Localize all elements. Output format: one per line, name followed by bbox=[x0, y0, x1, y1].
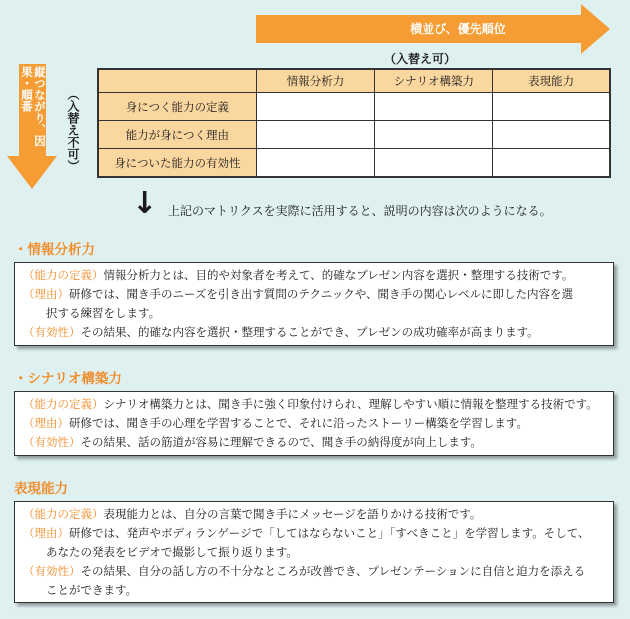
matrix-header-row bbox=[98, 69, 610, 93]
matrix-cell bbox=[493, 93, 610, 121]
matrix-cell bbox=[493, 121, 610, 149]
item-text: 研修では、聞き手の心理を学習することで、それに沿ったストーリー構築を学習します。 bbox=[69, 416, 528, 430]
vertical-causality-arrow bbox=[7, 64, 57, 190]
item-text: その結果、的確な内容を選択・整理することができ、プレゼンの成功確率が高まります。 bbox=[80, 325, 539, 339]
arrow-down-icon bbox=[7, 156, 57, 189]
matrix-cell bbox=[375, 121, 493, 149]
item-label: （理由） bbox=[23, 416, 69, 430]
matrix-corner bbox=[98, 69, 256, 93]
ability-matrix bbox=[97, 68, 611, 178]
item-label: （能力の定義） bbox=[23, 268, 104, 282]
section-box-expression bbox=[14, 501, 614, 603]
reason-line-continued: あなたの発表をビデオで撮影して振り返ります。 bbox=[46, 545, 298, 559]
matrix-cell bbox=[256, 149, 375, 178]
item-text: 情報分析力とは、目的や対象者を考えて、的確なプレゼン内容を選択・整理する技術です。 bbox=[103, 268, 574, 282]
matrix-cell bbox=[256, 121, 375, 149]
item-text: 表現能力とは、自分の言葉で聞き手にメッセージを語りかける技術です。 bbox=[103, 507, 482, 521]
definition-line bbox=[23, 505, 605, 524]
section-title-scenario: ・シナリオ構築力 bbox=[14, 371, 122, 387]
arrow-right-icon bbox=[581, 4, 610, 54]
definition-line bbox=[23, 266, 605, 285]
effectiveness-line bbox=[23, 562, 605, 581]
matrix-row bbox=[98, 121, 610, 149]
item-text: 研修では、聞き手のニーズを引き出す質問のテクニックや、聞き手の関心レベルに即した内容を選 bbox=[69, 287, 574, 301]
matrix-row-header: 能力が身につく理由 bbox=[98, 121, 256, 149]
item-label: （有効性） bbox=[23, 564, 81, 578]
item-label: （能力の定義） bbox=[23, 397, 104, 411]
section-title-expression: 表現能力 bbox=[14, 481, 68, 497]
transition-sentence: 上記のマトリクスを実際に活用すると、説明の内容は次のようになる。 bbox=[168, 204, 552, 218]
horizontal-arrow-note: （入替え可） bbox=[383, 52, 456, 66]
matrix-cell bbox=[256, 93, 375, 121]
reason-line bbox=[23, 414, 605, 433]
item-label: （理由） bbox=[23, 526, 69, 540]
section-title-info-analysis: ・情報分析力 bbox=[14, 242, 95, 258]
effectiveness-line bbox=[23, 433, 605, 452]
item-label: （有効性） bbox=[23, 325, 81, 339]
matrix-cell bbox=[375, 93, 493, 121]
definition-line bbox=[23, 395, 605, 414]
item-label: （有効性） bbox=[23, 435, 81, 449]
effectiveness-line-continued: ことができます。 bbox=[46, 583, 138, 597]
vertical-arrow-label: 縦つながり、因果・順番 bbox=[20, 66, 47, 147]
horizontal-priority-arrow bbox=[256, 4, 610, 54]
item-text: その結果、話の筋道が容易に理解できるので、聞き手の納得度が向上します。 bbox=[80, 435, 482, 449]
down-arrow-icon: ↓ bbox=[132, 186, 158, 221]
item-text: シナリオ構築力とは、聞き手に強く印象付けられ、理解しやすい順に情報を整理する技術です。 bbox=[103, 397, 598, 411]
effectiveness-line bbox=[23, 323, 605, 342]
reason-line-continued: 択する練習をします。 bbox=[46, 306, 161, 320]
matrix-row bbox=[98, 93, 610, 121]
matrix-col-header: 表現能力 bbox=[493, 69, 610, 93]
vertical-arrow-note: （入替え不可） bbox=[66, 88, 80, 172]
matrix-col-header: シナリオ構築力 bbox=[375, 69, 493, 93]
item-text: その結果、自分の話し方の不十分なところが改善でき、プレゼンテーションに自信と迫力を添える bbox=[80, 564, 586, 578]
matrix-col-header: 情報分析力 bbox=[256, 69, 375, 93]
item-label: （能力の定義） bbox=[23, 507, 104, 521]
item-label: （理由） bbox=[23, 287, 69, 301]
reason-line bbox=[23, 285, 605, 304]
section-box-scenario bbox=[14, 391, 614, 456]
item-text: 研修では、発声やボディランゲージで「してはならないこと」「すべきこと」を学習します。そして、 bbox=[69, 526, 590, 540]
matrix-row-header: 身につく能力の定義 bbox=[98, 93, 256, 121]
matrix-cell bbox=[493, 149, 610, 178]
matrix-cell bbox=[375, 149, 493, 178]
matrix-row-header: 身についた能力の有効性 bbox=[98, 149, 256, 178]
reason-line bbox=[23, 524, 605, 543]
section-box-info-analysis bbox=[14, 262, 614, 346]
horizontal-arrow-label: 横並び、優先順位 bbox=[410, 22, 506, 36]
matrix-row bbox=[98, 149, 610, 178]
